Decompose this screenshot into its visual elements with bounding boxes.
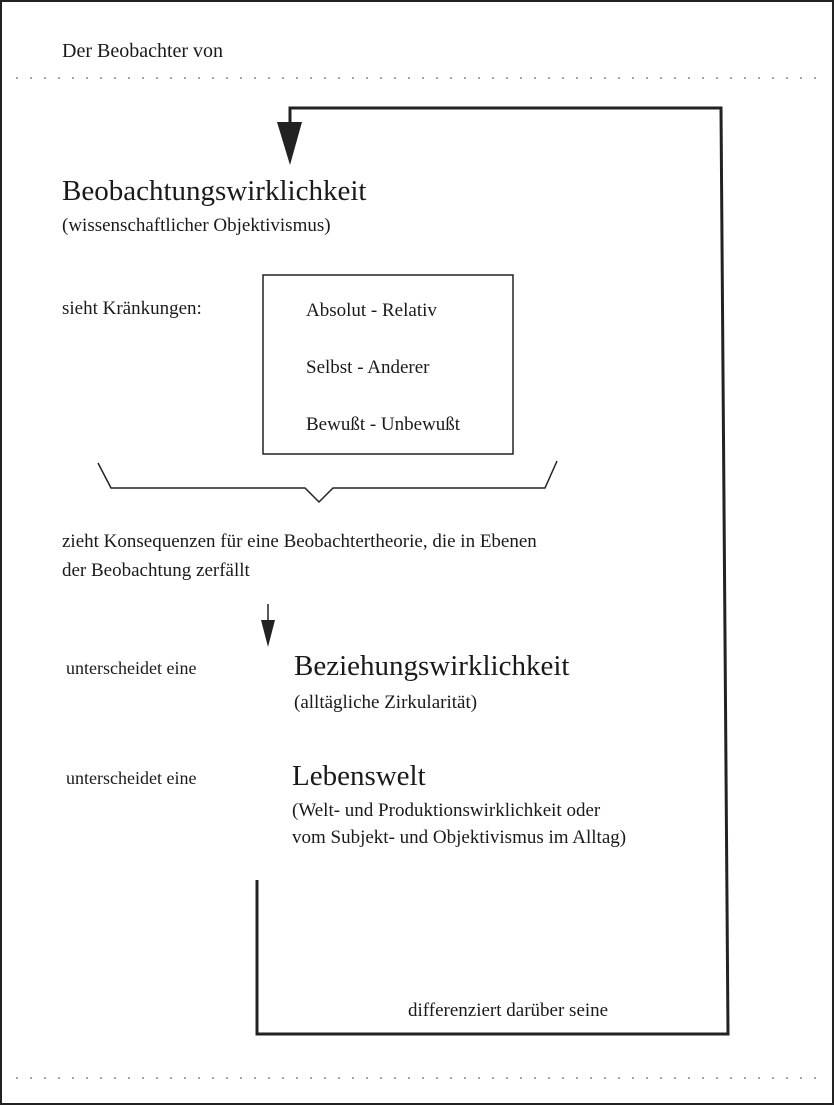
header-title: Der Beobachter von [62,40,224,62]
feedback-loop-line [257,108,728,1034]
lifeworld-subtitle-line-1: (Welt- und Produktionswirklichkeit oder [292,800,601,821]
relationship-label: unterscheidet eine [66,658,197,678]
diagram-lines [2,2,834,1107]
down-arrow-icon [261,620,275,647]
brace-icon [98,461,557,502]
relationship-reality-title: Beziehungswirklichkeit [294,650,570,682]
observation-reality-title: Beobachtungswirklichkeit [62,175,367,207]
consequences-line-1: zieht Konsequenzen für eine Beobachtertheorie, die in Ebenen [62,531,537,552]
consequences-line-2: der Beobachtung zerfällt [62,560,250,581]
insults-label: sieht Kränkungen: [62,298,202,319]
insult-item: Selbst - Anderer [306,357,430,378]
loop-label: differenziert darüber seine [408,1000,609,1021]
lifeworld-label: unterscheidet eine [66,768,197,788]
lifeworld-subtitle-line-2: vom Subjekt- und Objektivismus im Alltag) [292,827,627,848]
insult-item: Bewußt - Unbewußt [306,414,461,435]
observation-reality-subtitle: (wissenschaftlicher Objektivismus) [62,215,331,236]
lifeworld-title: Lebenswelt [292,760,426,792]
insult-item: Absolut - Relativ [306,300,437,321]
loop-arrowhead-icon [277,122,302,165]
relationship-reality-subtitle: (alltägliche Zirkularität) [294,692,478,713]
